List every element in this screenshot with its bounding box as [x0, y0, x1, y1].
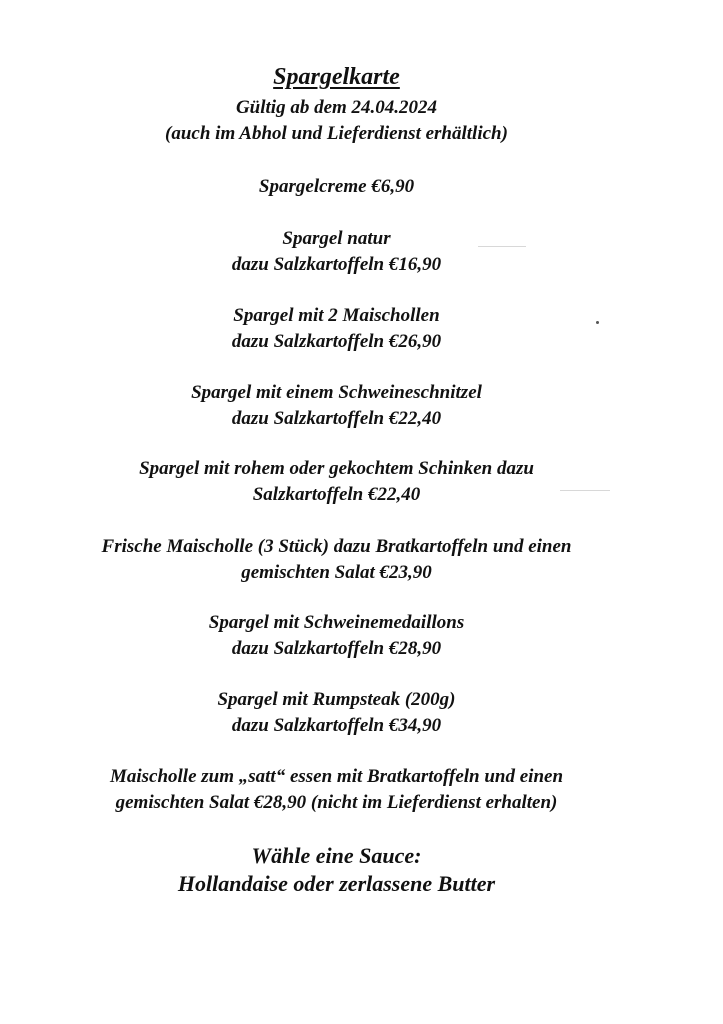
- sauce-options: Hollandaise oder zerlassene Butter: [177, 871, 496, 896]
- menu-item-8-line-1: Spargel mit Rumpsteak (200g): [217, 689, 456, 710]
- menu-item-3-line-1: Spargel mit 2 Maischollen: [233, 305, 440, 326]
- scan-speck: [596, 321, 599, 324]
- menu-item-3-line-2: dazu Salzkartoffeln €26,90: [231, 331, 442, 352]
- menu-item-7-line-2: dazu Salzkartoffeln €28,90: [231, 638, 442, 659]
- sauce-heading: Wähle eine Sauce:: [251, 843, 422, 868]
- menu-item-4-line-1: Spargel mit einem Schweineschnitzel: [191, 382, 482, 403]
- validity-date: Gültig ab dem 24.04.2024: [235, 97, 438, 118]
- menu-item-6-line-1: Frische Maischolle (3 Stück) dazu Bratkartoffeln und einen: [101, 536, 572, 557]
- availability-note: (auch im Abhol und Lieferdienst erhältlich): [165, 123, 508, 144]
- menu-item-2-line-2: dazu Salzkartoffeln €16,90: [231, 254, 442, 275]
- menu-item-7-line-1: Spargel mit Schweinemedaillons: [208, 612, 465, 633]
- menu-item-6-line-2: gemischten Salat €23,90: [241, 562, 432, 583]
- menu-item-9-line-1: Maischolle zum „satt“ essen mit Bratkartoffeln und einen: [109, 766, 564, 787]
- menu-item-5-line-2: Salzkartoffeln €22,40: [252, 484, 421, 505]
- page-title: Spargelkarte: [273, 64, 400, 90]
- scan-smudge: [560, 490, 610, 491]
- menu-item-4-line-2: dazu Salzkartoffeln €22,40: [231, 408, 442, 429]
- menu-item-5-line-1: Spargel mit rohem oder gekochtem Schinken dazu: [139, 458, 534, 479]
- scan-smudge: [478, 246, 526, 247]
- menu-item-9-line-2: gemischten Salat €28,90 (nicht im Lieferdienst erhalten): [115, 792, 558, 813]
- menu-item-2-line-1: Spargel natur: [282, 228, 391, 249]
- menu-item-1-line-1: Spargelcreme €6,90: [258, 176, 415, 197]
- menu-item-8-line-2: dazu Salzkartoffeln €34,90: [231, 715, 442, 736]
